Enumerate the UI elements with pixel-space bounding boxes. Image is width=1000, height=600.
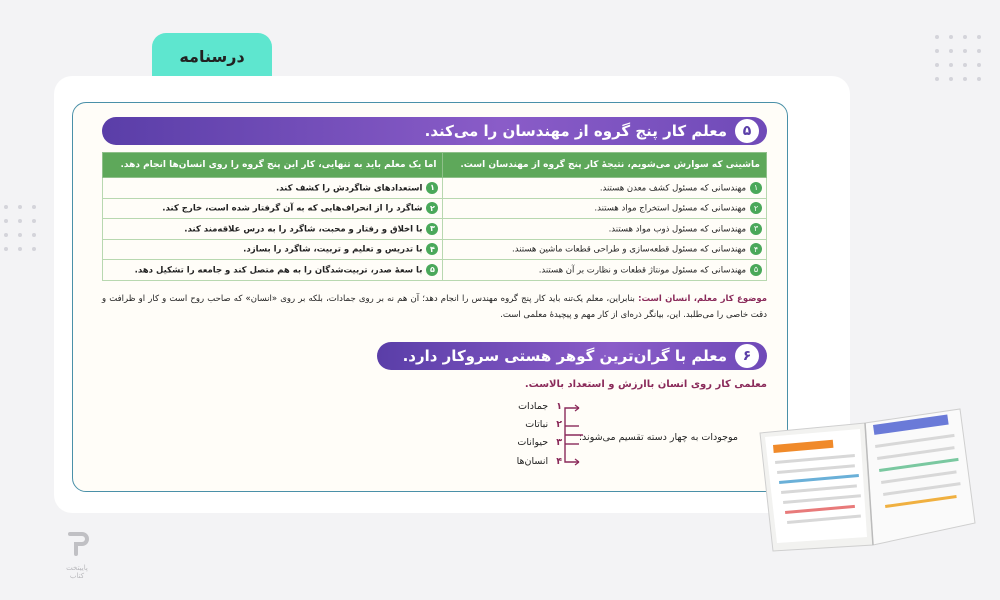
section6-title: معلم با گران‌ترین گوهر هستی سروکار دارد. bbox=[402, 347, 727, 365]
category-label: نباتات bbox=[525, 419, 549, 430]
section5-title: معلم کار پنج گروه از مهندسان را می‌کند. bbox=[424, 122, 727, 140]
section6-number: ۶ bbox=[735, 344, 759, 368]
list-item bbox=[517, 456, 562, 467]
table-cell-right bbox=[443, 178, 767, 199]
row-number-badge: ۱ bbox=[750, 182, 762, 194]
table-header-row bbox=[103, 153, 767, 178]
classification-label: موجودات به چهار دسته تقسیم می‌شوند: bbox=[578, 432, 738, 443]
cell-text: شاگرد را از انحراف‌هایی که به آن گرفتار شده است، خارج کند. bbox=[162, 203, 423, 214]
category-number: ۳ bbox=[556, 437, 562, 448]
row-number-badge: ۱ bbox=[426, 182, 438, 194]
col-left-header: اما یک معلم باید به تنهایی، کار این پنج گروه را روی انسان‌ها انجام دهد. bbox=[103, 153, 443, 178]
list-item bbox=[517, 437, 562, 448]
row-number-badge: ۵ bbox=[426, 264, 438, 276]
cell-text: مهندسانی که مسئول ذوب مواد هستند. bbox=[608, 224, 746, 235]
table-row bbox=[103, 198, 767, 219]
category-number: ۱ bbox=[556, 401, 562, 412]
paragraph-label: موضوع کار معلم، انسان است: bbox=[638, 294, 768, 304]
cell-text: مهندسانی که مسئول مونتاژ قطعات و نظارت بر آن هستند. bbox=[538, 265, 746, 276]
table-row bbox=[103, 239, 767, 260]
col-right-header: ماشینی که سوارش می‌شویم، نتیجهٔ کار پنج گروه از مهندسان است. bbox=[443, 153, 767, 178]
cell-text: با سعهٔ صدر، تربیت‌شدگان را به هم متصل کند و جامعه را تشکیل دهد. bbox=[134, 265, 423, 276]
table-cell-right bbox=[443, 239, 767, 260]
row-number-badge: ۴ bbox=[426, 243, 438, 255]
cell-text: مهندسانی که مسئول قطعه‌سازی و طراحی قطعات ماشین هستند. bbox=[512, 244, 746, 255]
category-number: ۲ bbox=[556, 419, 562, 430]
category-label: انسان‌ها bbox=[516, 456, 549, 467]
cell-text: با اخلاق و رفتار و محبت، شاگرد را به درس علاقه‌مند کند. bbox=[184, 224, 423, 235]
cell-text: استعدادهای شاگردش را کشف کند. bbox=[276, 183, 423, 194]
row-number-badge: ۲ bbox=[426, 202, 438, 214]
comparison-table bbox=[102, 152, 767, 281]
book-illustration bbox=[755, 405, 980, 555]
section6-banner bbox=[377, 342, 767, 370]
cell-text: مهندسانی که مسئول استخراج مواد هستند. bbox=[594, 203, 746, 214]
table-cell-right bbox=[443, 198, 767, 219]
table-cell-left bbox=[103, 219, 443, 240]
table-cell-left bbox=[103, 198, 443, 219]
lesson-tab[interactable]: درسنامه bbox=[152, 33, 272, 79]
table-row bbox=[103, 219, 767, 240]
table-row bbox=[103, 178, 767, 199]
row-number-badge: ۳ bbox=[426, 223, 438, 235]
table-cell-left bbox=[103, 239, 443, 260]
paragraph-text: بنابراین، معلم یک‌تنه باید کار پنج گروه مهندس را انجام دهد؛ آن هم نه بر روی جمادات، بلکه بر روی «انسان» که صاحب روح است و کار او ظرافت و دقت خاصی را می‌طلبد. این، بیانگر ذره‌ای از کار مهم و پیچیدهٔ معلمی است. bbox=[102, 294, 767, 320]
row-number-badge: ۴ bbox=[750, 243, 762, 255]
table-cell-left bbox=[103, 260, 443, 281]
row-number-badge: ۳ bbox=[750, 223, 762, 235]
category-label: جمادات bbox=[518, 401, 549, 412]
section5-banner bbox=[102, 117, 767, 145]
section6-subtitle: معلمی کار روی انسان باارزش و استعداد بالاست. bbox=[524, 379, 767, 390]
table-cell-right bbox=[443, 260, 767, 281]
table-cell-right bbox=[443, 219, 767, 240]
list-item bbox=[518, 401, 562, 412]
table-cell-left bbox=[103, 178, 443, 199]
list-item bbox=[525, 419, 562, 430]
section5-number: ۵ bbox=[735, 119, 759, 143]
logo-icon bbox=[64, 530, 90, 558]
row-number-badge: ۵ bbox=[750, 264, 762, 276]
explanation-paragraph bbox=[102, 291, 767, 323]
category-label: حیوانات bbox=[517, 437, 549, 448]
cell-text: با تدریس و تعلیم و تربیت، شاگرد را بسازد. bbox=[243, 244, 423, 255]
cell-text: مهندسانی که مسئول کشف معدن هستند. bbox=[599, 183, 746, 194]
table-row bbox=[103, 260, 767, 281]
category-number: ۴ bbox=[556, 456, 562, 467]
logo-caption: پاییتخت کتاب bbox=[66, 564, 88, 580]
brand-logo bbox=[58, 530, 96, 580]
row-number-badge: ۲ bbox=[750, 202, 762, 214]
